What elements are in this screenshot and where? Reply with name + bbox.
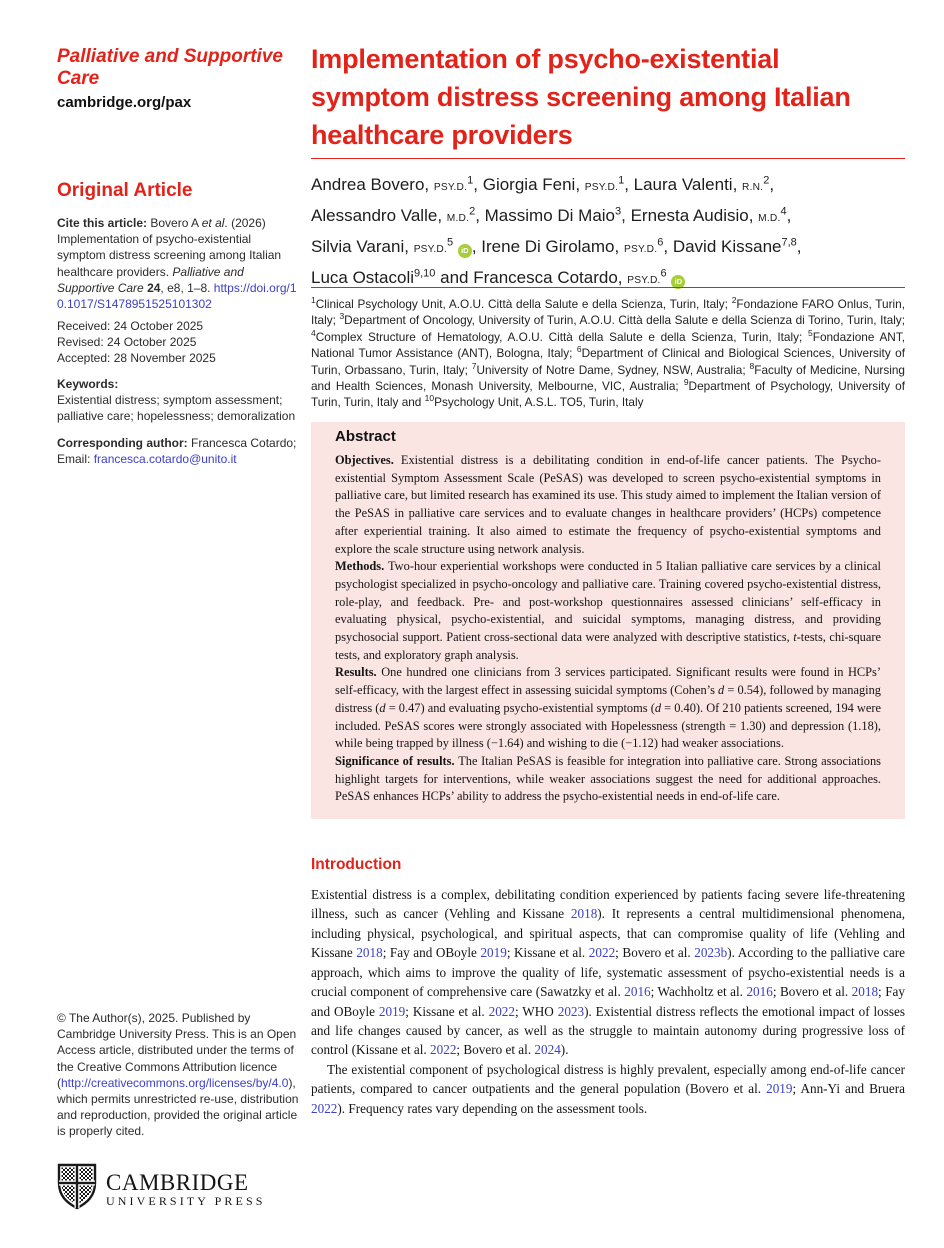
article-dates xyxy=(57,318,300,367)
abstract-methods: Methods. Two-hour experiential workshops were conducted in 5 Italian palliative care services by a clinical psychologist specialized in psycho-oncology and palliative care. Training covered psycho-existential distress, role-play, and feedback. Pre- and post-workshop questionnaires assessed clinicians’ self-efficacy in evaluating physical, psycho-existential, and suicidal symptoms, managing distress, and providing psychosocial support. Patient cross-sectional data were analyzed with descriptive statistics, t-tests, chi-square tests, and exploratory graph analysis. xyxy=(335,559,881,662)
introduction-paragraph: The existential component of psychological distress is highly prevalent, especially among end-of-life cancer patients, compared to cancer outpatients and the general population (Bovero et al. 2019; Ann-Yi and Bruera 2022). Frequency rates vary depending on the assessment tools. xyxy=(311,1061,905,1116)
text-link[interactable]: 2018 xyxy=(570,906,598,922)
publisher-name: CAMBRIDGE xyxy=(106,1169,249,1195)
text-link[interactable]: http://creativecommons.org/licenses/by/4.0 xyxy=(61,1075,289,1090)
text-link[interactable]: 2016 xyxy=(624,984,651,1000)
orcid-icon[interactable]: iD xyxy=(458,244,472,258)
section-label: Original Article xyxy=(57,180,193,201)
text-link[interactable]: francesca.cotardo@unito.it xyxy=(93,452,237,467)
text-link[interactable]: 2023b xyxy=(694,945,728,961)
accepted-date: Accepted: 28 November 2025 xyxy=(57,351,216,366)
text-link[interactable]: https://doi.org/10.1017/S1478951525101302 xyxy=(57,280,297,312)
text-link[interactable]: 2022 xyxy=(588,945,616,961)
article-body xyxy=(311,422,905,1118)
publisher-subtitle: UNIVERSITY PRESS xyxy=(106,1193,266,1208)
received-date: Received: 24 October 2025 xyxy=(57,319,204,333)
abstract-box xyxy=(311,422,905,819)
text-link[interactable]: 2024 xyxy=(534,1042,561,1058)
cambridge-shield-icon xyxy=(57,1163,97,1216)
text-link[interactable]: 2018 xyxy=(356,945,383,961)
title-divider xyxy=(311,158,905,159)
cambridge-university-press-logo xyxy=(57,1163,266,1216)
text-link[interactable]: 2022 xyxy=(430,1042,457,1058)
author-list: Andrea Bovero, PSY.D.$^1$, Giorgia Feni, PSY.D.$^1$, Laura Valenti, R.N.$^2$, Alessandro Valle, M.D.$^2$, Massimo Di Maio$^3$, Ernesta Audisio, M.D.$^4$, Silvia Varani, PSY.D.$^5$ iD , Irene Di Girolamo, PSY.D.$^6$, David Kissane$^{7,8}$, Luca Ostacoli$^{9,10}$ and Francesca Cotardo, PSY.D.$^6$ iD xyxy=(311,174,802,287)
copyright-notice: © The Author(s), 2025. Published by Cambridge University Press. This is an Open Access article, distributed under the terms of the Creative Commons Attribution licence (http://creativecommons.org/licenses/by/4.0), which permits unrestricted re-use, distribution and reproduction, provided the original article is properly cited. xyxy=(57,1011,299,1139)
orcid-icon[interactable]: iD xyxy=(671,275,685,289)
article-title: Implementation of psycho-existential symptom distress screening among Italian healthcare providers xyxy=(311,44,851,150)
text-link[interactable]: 2022 xyxy=(311,1100,338,1116)
journal-name: Palliative and Supportive Care xyxy=(57,46,283,89)
text-link[interactable]: 2022 xyxy=(488,1003,515,1019)
authors-divider xyxy=(311,287,905,288)
text-link[interactable]: 2019 xyxy=(766,1081,793,1097)
introduction-paragraph: Existential distress is a complex, debilitating condition experienced by patients facing severe life-threatening illness, such as cancer (Vehling and Kissane 2018). It represents a central multidimensional phenomena, including physical, psychological, and spiritual aspects, that can compromise quality of life (Vehling and Kissane 2018; Fay and OBoyle 2019; Kissane et al. 2022; Bovero et al. 2023b). According to the palliative care approach, which aims to improve the quality of life, systematic assessment of psycho-existential needs is a crucial component of comprehensive care (Sawatzky et al. 2016; Wachholtz et al. 2016; Bovero et al. 2018; Fay and OBoyle 2019; Kissane et al. 2022; WHO 2023). Existential distress reflects the emotional impact of losses and life changes caused by cancer, as well as the struggle to maintain autonomy during progressive loss of control (Kissane et al. 2022; Bovero et al. 2024). xyxy=(311,887,905,1058)
text-link[interactable]: 2019 xyxy=(480,945,507,961)
introduction-heading: Introduction xyxy=(311,856,402,874)
text-link[interactable]: 2018 xyxy=(851,984,879,1000)
citation-block: Cite this article: Bovero A et al. (2026) Implementation of psycho-existential symptom distress screening among Italian healthcare providers. Palliative and Supportive Care 24, e8, 1–8. https://doi.org/10.1017/S1478951525101302 xyxy=(57,216,297,312)
revised-date: Revised: 24 October 2025 xyxy=(57,335,197,350)
text-link[interactable]: 2023 xyxy=(557,1003,585,1019)
affiliations: $^1$Clinical Psychology Unit, A.O.U. Città della Salute e della Scienza, Turin, Italy; $^2$Fondazione FARO Onlus, Turin, Italy; $^3$Department of Oncology, University of Turin, A.O.U. Città della Salute e della Scienza di Torino, Turin, Italy; $^4$Complex Structure of Hematology, A.O.U. Città della Salute e della Scienza, Turin, Italy; $^5$Fondazione ANT, National Tumor Assistance (ANT), Bologna, Italy; $^6$Department of Clinical and Biological Sciences, University of Turin, Orbassano, Turin, Italy; $^7$University of Notre Dame, Sydney, NSW, Australia; $^8$Faculty of Medicine, Nursing and Health Sciences, Monash University, Melbourne, VIC, Australia; $^9$Department of Psychology, University of Turin, Turin, Italy and $^{10}$Psychology Unit, A.S.L. TO5, Turin, Italy xyxy=(311,295,906,410)
corresponding-author-block: Corresponding author: Francesca Cotardo; Email: francesca.cotardo@unito.it xyxy=(57,436,297,467)
journal-url[interactable]: cambridge.org/pax xyxy=(57,94,192,111)
text-link[interactable]: 2019 xyxy=(378,1003,406,1019)
abstract-heading: Abstract xyxy=(335,428,396,445)
text-link[interactable]: 2016 xyxy=(746,984,773,1000)
abstract-significance: Significance of results. The Italian PeSAS is feasible for integration into palliative care. Strong associations highlight targets for interventions, while weaker associations suggest the need for additional approaches. PeSAS enhances HCPs’ ability to address the psycho-existential needs in end-of-life care. xyxy=(335,753,882,804)
keywords-block: Keywords: Existential distress; symptom assessment; palliative care; hopelessness; demoralization xyxy=(57,377,296,424)
abstract-objectives: Objectives. Existential distress is a debilitating condition in end-of-life cancer patients. The Psycho-existential Symptom Assessment Scale (PeSAS) was developed to screen psycho-existential symptoms in palliative care, but limited research has examined its use. This study aimed to implement the Italian version of the PeSAS in palliative care services and to evaluate changes in healthcare providers’ (HCPs) competence after experiential training. It also aimed to estimate the frequency of psycho-existential symptoms and explore the scale structure using network analysis. xyxy=(335,453,882,556)
abstract-results: Results. One hundred one clinicians from 3 services participated. Significant results were found in HCPs’ self-efficacy, with the largest effect in assessing suicidal symptoms (Cohen’s d = 0.54), followed by managing distress (d = 0.47) and evaluating psycho-existential symptoms (d = 0.40). Of 210 patients screened, 194 were included. PeSAS scores were strongly associated with Hopelessness (strength = 1.30) and depression (1.18), while being trapped by illness (−1.64) and wishing to die (−1.12) had weaker associations. xyxy=(335,665,882,751)
